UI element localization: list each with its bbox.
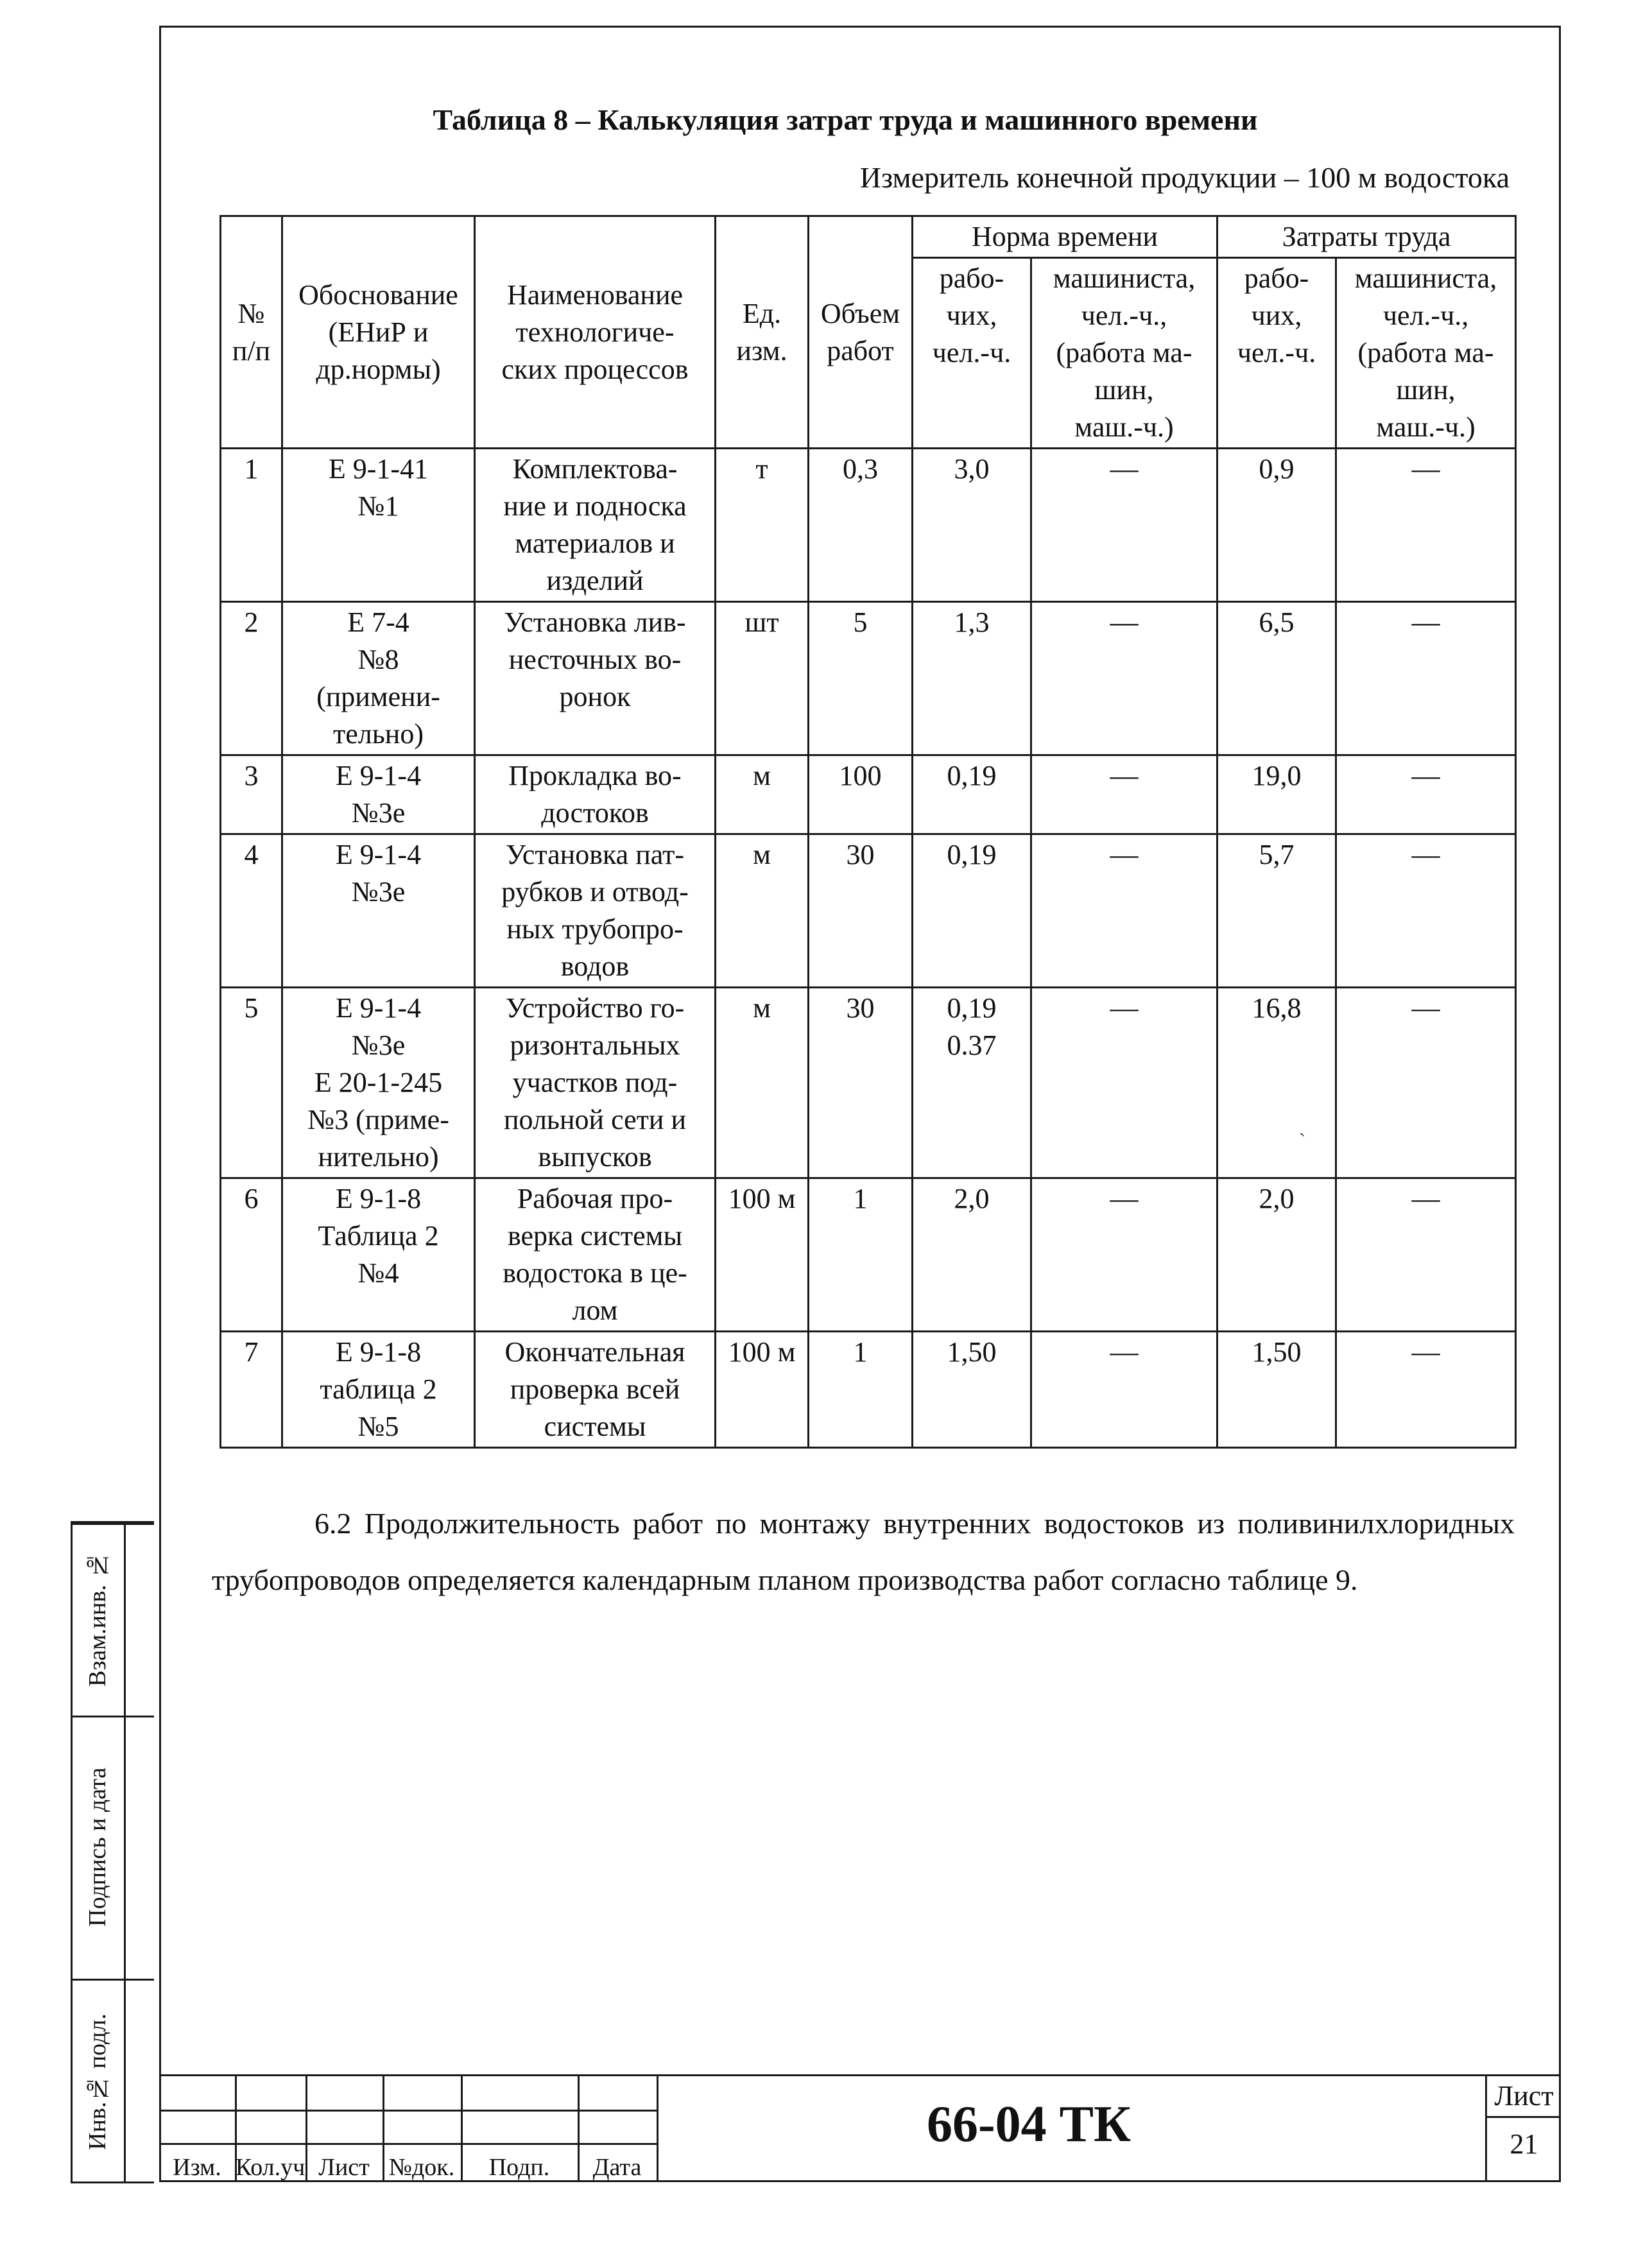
header-name: Наименование технологиче- ских процессов bbox=[475, 216, 716, 449]
cell-norm-machine: — bbox=[1031, 449, 1217, 602]
cell-labor-workers: 1,50 bbox=[1217, 1332, 1336, 1448]
cell-labor-workers: 6,5 bbox=[1217, 602, 1336, 755]
stamp-label-change: Изм. bbox=[173, 2154, 221, 2181]
cell-norm-machine: — bbox=[1031, 755, 1217, 834]
cell-basis: Е 9-1-4 №3е Е 20-1-245 №3 (приме- нительно) bbox=[282, 988, 475, 1178]
header-norm-workers: рабо- чих, чел.-ч. bbox=[913, 258, 1031, 449]
cell-norm-machine: — bbox=[1031, 834, 1217, 988]
paragraph-6-2: 6.2 Продолжительность работ по монтажу внутренних водостоков из поливинилхлоридных трубопроводов определяется календарным планом производства работ согласно таблице 9. bbox=[212, 1507, 1515, 1596]
cell-unit: т bbox=[716, 449, 809, 602]
cell-norm-machine: — bbox=[1031, 1178, 1217, 1332]
cell-num: 3 bbox=[221, 755, 282, 834]
header-labor-workers: рабо- чих, чел.-ч. bbox=[1217, 258, 1336, 449]
cell-basis: Е 7-4 №8 (примени- тельно) bbox=[282, 602, 475, 755]
cell-labor-machine: — bbox=[1336, 1178, 1516, 1332]
cell-labor-machine: — bbox=[1336, 1332, 1516, 1448]
cell-name: Прокладка во- достоков bbox=[475, 755, 716, 834]
cell-norm-machine: — bbox=[1031, 1332, 1217, 1448]
sheet-number: 21 bbox=[1510, 2128, 1538, 2160]
header-norm-machinist: машиниста, чел.-ч., (работа ма- шин, маш.-ч.) bbox=[1031, 258, 1217, 449]
cell-labor-workers: 0,9 bbox=[1217, 449, 1336, 602]
table-row bbox=[221, 602, 1516, 755]
cell-name: Установка пат- рубков и отвод- ных трубопро- водов bbox=[475, 834, 716, 988]
table-caption: Измеритель конечной продукции – 100 м водостока bbox=[859, 161, 1510, 194]
cell-volume: 100 bbox=[809, 755, 913, 834]
header-labor-group: Затраты труда bbox=[1217, 216, 1516, 258]
cell-basis: Е 9-1-8 Таблица 2 №4 bbox=[282, 1178, 475, 1332]
cell-labor-workers: 19,0 bbox=[1217, 755, 1336, 834]
cell-norm-workers: 1,3 bbox=[913, 602, 1031, 755]
document-code: 66-04 ТК bbox=[926, 2096, 1131, 2153]
cell-name: Окончательная проверка всей системы bbox=[475, 1332, 716, 1448]
side-stamp-strip bbox=[71, 1521, 154, 2183]
cell-labor-workers: 16,8 bbox=[1217, 988, 1336, 1178]
table-row bbox=[221, 755, 1516, 834]
cell-name: Установка лив- несточных во- ронок bbox=[475, 602, 716, 755]
stamp-label-sign: Подп. bbox=[488, 2154, 550, 2181]
sheet-box bbox=[1485, 2076, 1561, 2182]
title-block-col-line bbox=[657, 2076, 658, 2182]
stamp-label-count: Кол.уч bbox=[235, 2154, 305, 2181]
table-row bbox=[221, 988, 1516, 1178]
header-num: № п/п bbox=[221, 216, 282, 449]
header-volume: Объем работ bbox=[809, 216, 913, 449]
cell-num: 5 bbox=[221, 988, 282, 1178]
cell-basis: Е 9-1-41 №1 bbox=[282, 449, 475, 602]
title-block-grid bbox=[159, 2076, 657, 2182]
sheet-label: Лист bbox=[1487, 2078, 1561, 2118]
cell-labor-machine: — bbox=[1336, 755, 1516, 834]
cell-num: 6 bbox=[221, 1178, 282, 1332]
cell-norm-workers: 3,0 bbox=[913, 449, 1031, 602]
cell-basis: Е 9-1-4 №3е bbox=[282, 755, 475, 834]
title-block-row-line bbox=[159, 2143, 657, 2145]
stamp-label-doc: №док. bbox=[388, 2154, 455, 2181]
cell-num: 4 bbox=[221, 834, 282, 988]
cell-volume: 5 bbox=[809, 602, 913, 755]
cell-labor-workers: 5,7 bbox=[1217, 834, 1336, 988]
cell-volume: 1 bbox=[809, 1332, 913, 1448]
side-label-exchange: Взам.инв. № bbox=[84, 1551, 111, 1687]
cell-norm-machine: — bbox=[1031, 988, 1217, 1178]
cell-labor-machine: — bbox=[1336, 988, 1516, 1178]
header-norm-group: Норма времени bbox=[913, 216, 1217, 258]
title-block bbox=[159, 2074, 1561, 2182]
cell-volume: 30 bbox=[809, 988, 913, 1178]
cell-unit: шт bbox=[716, 602, 809, 755]
cell-labor-workers: 2,0 bbox=[1217, 1178, 1336, 1332]
cell-num: 1 bbox=[221, 449, 282, 602]
cell-labor-machine: — bbox=[1336, 602, 1516, 755]
side-cell-signature bbox=[73, 1716, 154, 1979]
table-row bbox=[221, 449, 1516, 602]
header-labor-machinist: машиниста, чел.-ч., (работа ма- шин, маш.-ч.) bbox=[1336, 258, 1516, 449]
cell-norm-workers: 1,50 bbox=[913, 1332, 1031, 1448]
stray-mark: ˏ bbox=[1299, 1115, 1305, 1137]
cell-volume: 1 bbox=[809, 1178, 913, 1332]
calc-table bbox=[219, 215, 1517, 1449]
cell-norm-workers: 0,19 bbox=[913, 834, 1031, 988]
cell-labor-machine: — bbox=[1336, 834, 1516, 988]
stamp-label-date: Дата bbox=[592, 2154, 642, 2181]
cell-volume: 0,3 bbox=[809, 449, 913, 602]
cell-unit: 100 м bbox=[716, 1178, 809, 1332]
cell-volume: 30 bbox=[809, 834, 913, 988]
cell-num: 2 bbox=[221, 602, 282, 755]
side-cell-exchange bbox=[73, 1523, 154, 1716]
cell-basis: Е 9-1-8 таблица 2 №5 bbox=[282, 1332, 475, 1448]
cell-num: 7 bbox=[221, 1332, 282, 1448]
side-label-signature: Подпись и дата bbox=[84, 1767, 111, 1927]
cell-name: Устройство го- ризонтальных участков под- польной сети и выпусков bbox=[475, 988, 716, 1178]
cell-unit: м bbox=[716, 988, 809, 1178]
stamp-label-sheet: Лист bbox=[318, 2154, 370, 2181]
table-row bbox=[221, 834, 1516, 988]
calc-table-body bbox=[221, 449, 1516, 1448]
title-block-row-line bbox=[159, 2110, 657, 2112]
cell-labor-machine: — bbox=[1336, 449, 1516, 602]
side-cell-original bbox=[73, 1979, 154, 2185]
cell-norm-workers: 0,19 bbox=[913, 755, 1031, 834]
side-label-original: Инв.№ подл. bbox=[84, 2013, 111, 2151]
table-row bbox=[221, 1178, 1516, 1332]
cell-name: Рабочая про- верка системы водостока в це- лом bbox=[475, 1178, 716, 1332]
table-title: Таблица 8 – Калькуляция затрат труда и машинного времени bbox=[433, 103, 1258, 136]
header-basis: Обоснование (ЕНиР и др.нормы) bbox=[282, 216, 475, 449]
cell-unit: 100 м bbox=[716, 1332, 809, 1448]
cell-norm-machine: — bbox=[1031, 602, 1217, 755]
cell-norm-workers: 0,19 0.37 bbox=[913, 988, 1031, 1178]
table-row bbox=[221, 1332, 1516, 1448]
cell-norm-workers: 2,0 bbox=[913, 1178, 1031, 1332]
cell-basis: Е 9-1-4 №3е bbox=[282, 834, 475, 988]
cell-unit: м bbox=[716, 834, 809, 988]
cell-unit: м bbox=[716, 755, 809, 834]
header-unit: Ед. изм. bbox=[716, 216, 809, 449]
cell-name: Комплектова- ние и подноска материалов и изделий bbox=[475, 449, 716, 602]
